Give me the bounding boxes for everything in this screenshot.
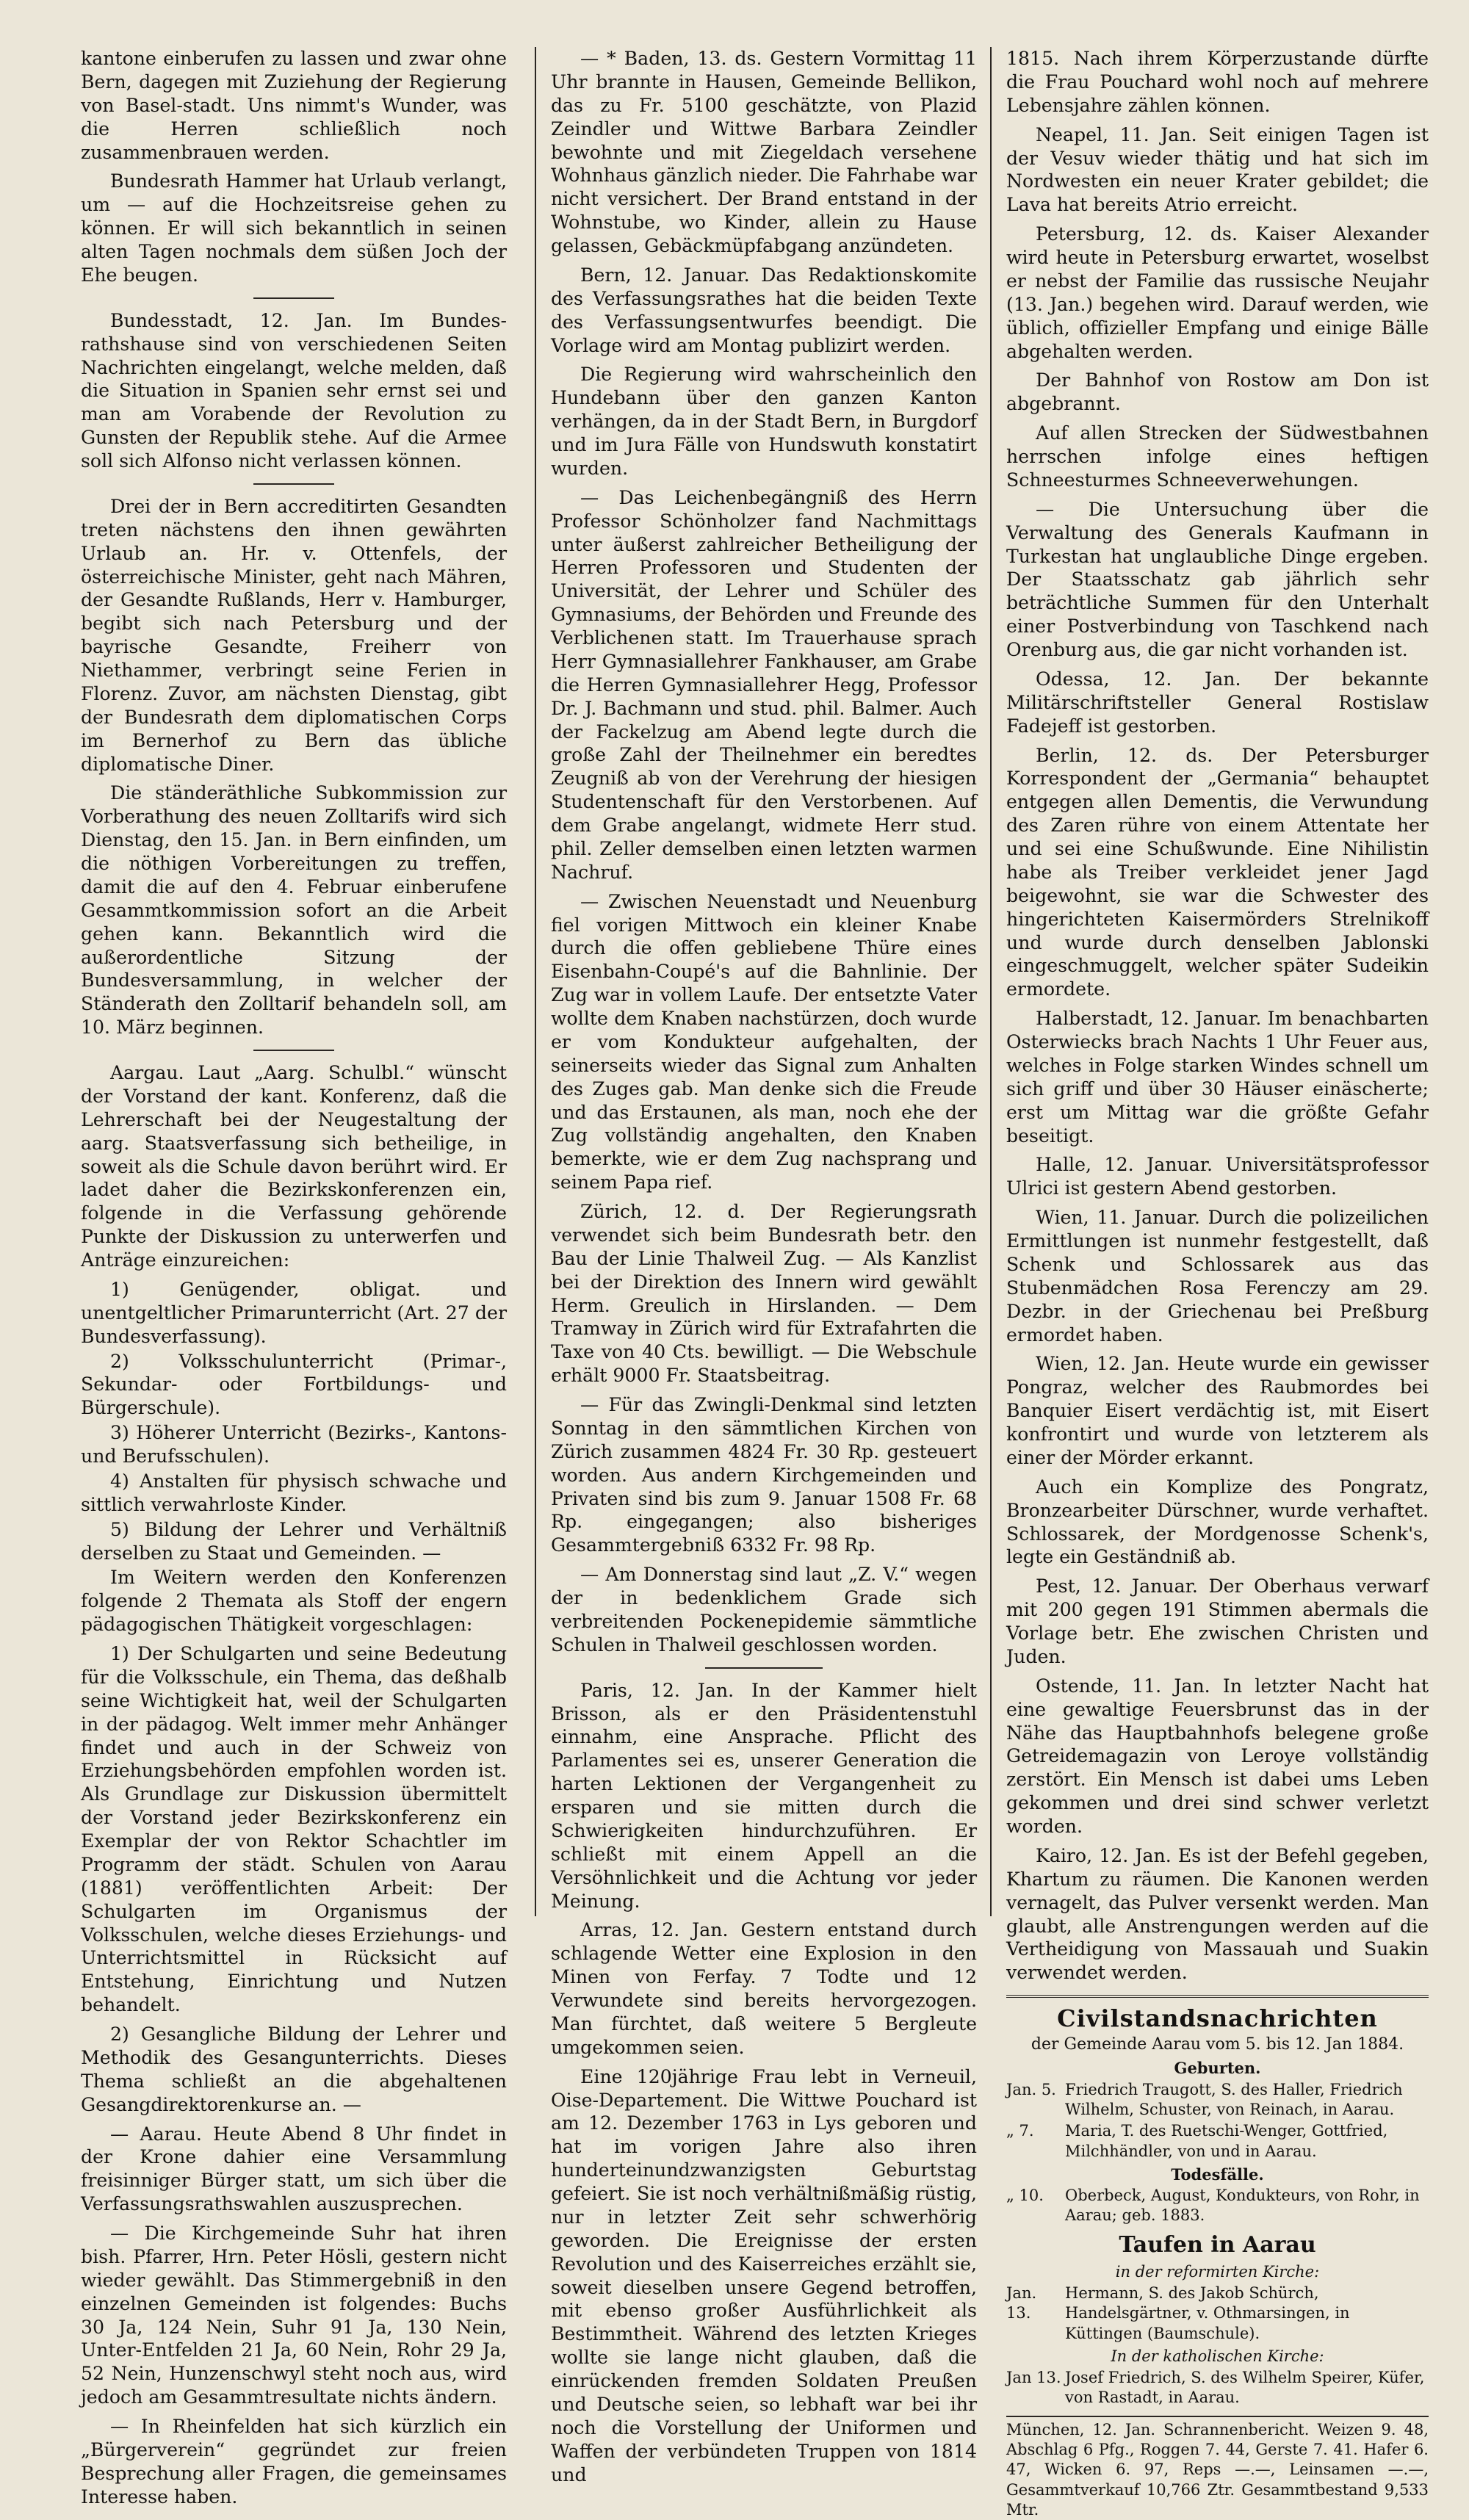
article-paragraph: Bundesstadt, 12. Jan. Im Bundes-rathshause sind von verschiedenen Seiten Nachrichten eingelangt, welche melden, daß die Situation in Spanien sehr ernst sei und man am Vorabende der Revolution zu Gunsten der Republik stehe. Auf die Armee soll sich Alfonso nicht verlassen können.	[81, 309, 507, 472]
entry-text: Hermann, S. des Jakob Schürch, Handelsgärtner, v. Othmarsingen, in Küttingen (Baumschule).	[1065, 2283, 1350, 2342]
entry-date: „ 10.	[1006, 2187, 1044, 2205]
article-paragraph: Berlin, 12. ds. Der Petersburger Korrespondent der „Germania“ behauptet entgegen allen Dementis, die Verwundung des Zaren rühre von einem Attentate her und sei eine Schußwunde. Eine Nihilistin habe als Treiber verkleidet jener Jagd beigewohnt, sie war die Schwester des hingerichteten Kaisermörders Strelnikoff und wurde durch denselben Jablonski eingeschmuggelt, welcher später Sudeikin ermordete.	[1006, 744, 1429, 1000]
newspaper-page	[81, 47, 1429, 2519]
civil-registry-title: Civilstandsnachrichten	[1057, 2004, 1378, 2033]
separator	[705, 1667, 823, 1669]
article-paragraph: 2) Gesangliche Bildung der Lehrer und Methodik des Gesangunterrichts. Dieses Thema schließt an die abgehaltenen Gesangdirektorenkurse an. —	[81, 2023, 507, 2115]
article-paragraph: — Die Kirchgemeinde Suhr hat ihren bish. Pfarrer, Hrn. Peter Hösli, gestern nicht wieder gewählt. Das Stimmergebniß in den einzelnen Gemeinden ist folgendes: Buchs 30 Ja, 124 Nein, Suhr 91 Ja, 130 Nein, Unter-Entfelden 21 Ja, 60 Nein, Rohr 29 Ja, 52 Nein, Hunzenschwyl steht noch aus, wird jedoch am Gesammtresultate nichts ändern.	[81, 2223, 507, 2408]
column-rule	[990, 47, 992, 1916]
civil-registry-subtitle: der Gemeinde Aarau vom 5. bis 12. Jan 1884.	[1031, 2035, 1404, 2054]
separator	[253, 297, 334, 299]
list-item: 3) Höherer Unterricht (Bezirks-, Kantons- und Berufsschulen).	[81, 1422, 507, 1467]
entry-date: Jan 13.	[1006, 2369, 1061, 2387]
article-paragraph: kantone einberufen zu lassen und zwar ohne Bern, dagegen mit Zuziehung der Regierung von Basel-stadt. Uns nimmt's Wunder, was die Herren schließlich noch zusammenbrauen werden.	[81, 48, 507, 163]
registry-entry	[1006, 2368, 1429, 2408]
article-paragraph: Aargau. Laut „Aarg. Schulbl.“ wünscht der Vorstand der kant. Konferenz, daß die Lehrerschaft bei der Neugestaltung der aarg. Staatsverfassung sich betheilige, in soweit als die Schule davon berührt wird. Er ladet daher die Bezirkskonferenzen ein, folgende in die Verfassung gehörende Punkte der Diskussion zu unterwerfen und Anträge einzureichen:	[81, 1062, 507, 1271]
list-item: 4) Anstalten für physisch schwache und sittlich verwahrloste Kinder.	[81, 1470, 507, 1515]
list-item: 5) Bildung der Lehrer und Verhältniß derselben zu Staat und Gemeinden. —	[81, 1518, 507, 1564]
article-paragraph: Auf allen Strecken der Südwestbahnen herrschen infolge eines heftigen Schneesturmes Schneeverwehungen.	[1006, 422, 1429, 491]
article-paragraph: Eine 120jährige Frau lebt in Verneuil, Oise-Departement. Die Wittwe Pouchard ist am 12. Dezember 1763 in Lys geboren und hat im vorigen Jahre also ihren hunderteinundzwanzigsten Geburtstag gefeiert. Sie ist noch verhältnißmäßig rüstig, nur in letzter Zeit sehr schwerhörig geworden. Die Ereignisse der ersten Revolution und des Kaiserreiches erzählt sie, soweit dieselben unsere Gegend betroffen, mit ebenso großer Ausführlichkeit als Bestimmtheit. Während des letzten Krieges wollte sie lange nicht glauben, daß die einrückenden fremden Soldaten Preußen und Deutsche seien, so lebhaft war bei ihr noch die Vorstellung der Uniformen und Waffen der verbündeten Truppen von 1814 und	[551, 2065, 977, 2485]
article-paragraph: Zürich, 12. d. Der Regierungsrath verwendet sich beim Bundesrath betr. den Bau der Linie Thalweil Zug. — Als Kanzlist bei der Direktion des Innern wird gewählt Herm. Greulich in Hirslanden. — Dem Tramway in Zürich wird für Extrafahrten die Taxe von 40 Cts. bewilligt. — Die Webschule erhält 9000 Fr. Staatsbeitrag.	[551, 1201, 977, 1387]
entry-text: Friedrich Traugott, S. des Haller, Friedrich Wilhelm, Schuster, von Reinach, in Aarau.	[1065, 2080, 1403, 2118]
article-paragraph: Ostende, 11. Jan. In letzter Nacht hat eine gewaltige Feuersbrunst das in der Nähe das Hauptbahnhofs belegene große Getreidemagazin von Leroye vollständig zerstört. Ein Mensch ist dabei ums Leben gekommen und drei sind schwer verletzt worden.	[1006, 1675, 1429, 1837]
separator	[253, 1050, 334, 1051]
article-paragraph: — Das Leichenbegängniß des Herrn Professor Schönholzer fand Nachmittags unter äußerst zahlreicher Betheiligung der Herren Professoren und Studenten der Universität, der Lehrer und Schüler des Gymnasiums, der Behörden und Freunde des Verblichenen statt. Im Trauerhause sprach Herr Gymnasiallehrer Fankhauser, am Grabe die Herren Gymnasiallehrer Hegg, Professor Dr. J. Bachmann und stud. phil. Balmer. Auch der Fackelzug am Abend legte durch die große Zahl der Theilnehmer ein beredtes Zeugniß ab von der Verehrung der hiesigen Studentenschaft für den Verstorbenen. Auf dem Grabe angelangt, widmete Herr stud. phil. Zeller demselben einen letzten warmen Nachruf.	[551, 486, 977, 883]
entry-text: Maria, T. des Ruetschi-Wenger, Gottfried, Milchhändler, von und in Aarau.	[1065, 2122, 1388, 2160]
article-paragraph: Odessa, 12. Jan. Der bekannte Militärschriftsteller General Rostislaw Fadejeff ist gestorben.	[1006, 668, 1429, 737]
separator	[253, 483, 334, 485]
registry-entry	[1006, 2121, 1429, 2162]
entry-date: „ 7.	[1006, 2122, 1034, 2140]
article-paragraph: Auch ein Komplize des Pongratz, Bronzearbeiter Dürschner, wurde verhaftet. Schlossarek, der Mordgenosse Schenk's, legte ein Geständniß ab.	[1006, 1476, 1429, 1568]
article-paragraph: Bern, 12. Januar. Das Redaktionskomite des Verfassungsrathes hat die beiden Texte des Verfassungsentwurfes beendigt. Die Vorlage wird am Montag publizirt werden.	[551, 264, 977, 356]
article-paragraph: 1815. Nach ihrem Körperzustande dürfte die Frau Pouchard wohl noch auf mehrere Lebensjahre zählen können.	[1006, 48, 1429, 116]
registry-entry	[1006, 2080, 1429, 2120]
article-paragraph: Kairo, 12. Jan. Es ist der Befehl gegeben, Khartum zu räumen. Die Kanonen werden vernagelt, das Pulver versenkt werden. Man glaubt, alle Anstrengungen werden auf die Vertheidigung von Massauah und Suakin verwendet werden.	[1006, 1844, 1429, 1984]
article-paragraph: Die Regierung wird wahrscheinlich den Hundebann über den ganzen Kanton verhängen, da in der Stadt Bern, in Burgdorf und im Jura Fälle von Hundswuth konstatirt wurden.	[551, 364, 977, 479]
article-paragraph: Im Weitern werden den Konferenzen folgende 2 Themata als Stoff der engern pädagogischen Thätigkeit vorgeschlagen:	[81, 1567, 507, 1636]
article-paragraph: Halle, 12. Januar. Universitätsprofessor Ulrici ist gestern Abend gestorben.	[1006, 1154, 1429, 1199]
civil-registry-box	[1006, 1995, 1429, 2520]
entry-text: Oberbeck, August, Kondukteurs, von Rohr, in Aarau; geb. 1883.	[1065, 2187, 1420, 2225]
entry-date: Jan. 13.	[1006, 2283, 1037, 2322]
entry-date: Jan. 5.	[1006, 2080, 1056, 2098]
article-paragraph: Neapel, 11. Jan. Seit einigen Tagen ist der Vesuv wieder thätig und hat sich im Nordwesten ein neuer Krater gebildet; die Lava hat bereits Atrio erreicht.	[1006, 123, 1429, 216]
article-paragraph: Paris, 12. Jan. In der Kammer hielt Brisson, als er den Präsidentenstuhl einnahm, eine Ansprache. Pflicht des Parlamentes sei es, unserer Generation die harten Lektionen der Vergangenheit zu ersparen und sie mitten durch die Schwierigkeiten hindurchzuführen. Er schließt mit einem Appell an die Versöhnlichkeit und die Achtung vor jeder Meinung.	[551, 1679, 977, 1912]
column-middle	[551, 47, 977, 2492]
catholic-heading: In der katholischen Kirche:	[1111, 2347, 1324, 2365]
article-paragraph: — * Baden, 13. ds. Gestern Vormittag 11 Uhr brannte in Hausen, Gemeinde Bellikon, das zu Fr. 5100 geschätzte, von Plazid Zeindler und Wittwe Barbara Zeindler bewohnte und mit Ziegeldach versehene Wohnhaus gänzlich nieder. Die Fahrhabe war nicht versichert. Der Brand entstand in der Wohnstube, wo Kinder, allein zu Hause gelassen, Gebäckmüpfabgang anzündeten.	[551, 48, 977, 256]
article-paragraph: Petersburg, 12. ds. Kaiser Alexander wird heute in Petersburg erwartet, woselbst er nebst der Familie das russische Neujahr (13. Jan.) begehen wird. Darauf werden, wie üblich, offizieller Empfang und einige Bälle abgehalten werden.	[1006, 223, 1429, 362]
article-paragraph: Wien, 12. Jan. Heute wurde ein gewisser Pongraz, welcher des Raubmordes bei Banquier Eisert verdächtig ist, mit Eisert konfrontirt und wurde von letzterem als einer der Mörder erkannt.	[1006, 1353, 1429, 1468]
reformed-heading: in der reformirten Kirche:	[1115, 2262, 1320, 2281]
article-paragraph: Halberstadt, 12. Januar. Im benachbarten Osterwiecks brach Nachts 1 Uhr Feuer aus, welches in Folge starken Windes schnell um sich griff und über 30 Häuser einäscherte; erst um Mittag war die größte Gefahr beseitigt.	[1006, 1008, 1429, 1147]
registry-entry	[1006, 2283, 1429, 2344]
entry-text: Josef Friedrich, S. des Wilhelm Speirer, Küfer, von Rastadt, in Aarau.	[1065, 2369, 1425, 2407]
article-paragraph: — Für das Zwingli-Denkmal sind letzten Sonntag in den sämmtlichen Kirchen von Zürich zusammen 4824 Fr. 30 Rp. gesteuert worden. Aus andern Kirchgemeinden und Privaten sind bis zum 9. Januar 1508 Fr. 68 Rp. eingegangen; also bisheriges Gesammtergebniß 6332 Fr. 98 Rp.	[551, 1394, 977, 1556]
list-item: 2) Volksschulunterricht (Primar-, Sekundar- oder Fortbildungs- und Bürgerschule).	[81, 1350, 507, 1419]
article-paragraph: — Die Untersuchung über die Verwaltung des Generals Kaufmann in Turkestan hat unglaubliche Dinge ergeben. Der Staatsschatz gab jährlich sehr beträchtliche Summen für den Unterhalt einer Postverbindung von Taschkend nach Orenburg aus, die gar nicht vorhanden ist.	[1006, 498, 1429, 660]
list-item: 1) Genügender, obligat. und unentgeltlicher Primarunterricht (Art. 27 der Bundesverfassung).	[81, 1278, 507, 1347]
registry-entry	[1006, 2186, 1429, 2226]
article-paragraph: — Am Donnerstag sind laut „Z. V.“ wegen der in bedenklichem Grade sich verbreitenden Pockenepidemie sämmtliche Schulen in Thalweil geschlossen worden.	[551, 1564, 977, 1656]
column-right	[1006, 47, 1429, 2520]
article-paragraph: — In Rheinfelden hat sich kürzlich ein „Bürgerverein“ gegründet zur freien Besprechung aller Fragen, die gemeinsames Interesse haben.	[81, 2416, 507, 2508]
market-report: München, 12. Jan. Schrannenbericht. Weizen 9. 48, Abschlag 6 Pfg., Roggen 7. 44, Gerste 7. 41. Hafer 6. 47, Wicken 6. 97, Reps —.—, Leinsamen —.—, Gesammtverkauf 10,766 Ztr. Gesammtbestand 9,533 Mtr.	[1006, 2416, 1429, 2520]
article-paragraph: — Aarau. Heute Abend 8 Uhr findet in der Krone dahier eine Versammlung freisinniger Bürger statt, um sich über die Verfassungsrathswahlen auszusprechen.	[81, 2123, 507, 2215]
article-paragraph: Pest, 12. Januar. Der Oberhaus verwarf mit 200 gegen 191 Stimmen abermals die Vorlage betr. Ehe zwischen Christen und Juden.	[1006, 1575, 1429, 1667]
article-paragraph: Arras, 12. Jan. Gestern entstand durch schlagende Wetter eine Explosion in den Minen von Ferfay. 7 Todte und 12 Verwundete sind bereits hervorgezogen. Man fürchtet, daß weitere 5 Bergleute umgekommen seien.	[551, 1919, 977, 2058]
column-left	[81, 47, 507, 2515]
article-paragraph: Der Bahnhof von Rostow am Don ist abgebrannt.	[1006, 369, 1429, 415]
article-paragraph: Die ständeräthliche Subkommission zur Vorberathung des neuen Zolltarifs wird sich Dienstag, den 15. Jan. in Bern einfinden, um die nöthigen Vorbereitungen zu treffen, damit die auf den 4. Februar einberufene Gesammtkommission sofort an die Arbeit gehen kann. Bekanntlich wird die außerordentliche Sitzung der Bundesversammlung, in welcher der Ständerath den Zolltarif behandeln soll, am 10. März beginnen.	[81, 782, 507, 1039]
baptisms-heading: Taufen in Aarau	[1119, 2231, 1316, 2258]
births-heading: Geburten.	[1174, 2059, 1261, 2078]
article-paragraph: Drei der in Bern accreditirten Gesandten treten nächstens den ihnen gewährten Urlaub an. Hr. v. Ottenfels, der österreichische Minister, geht nach Mähren, der Gesandte Rußlands, Herr v. Hamburger, begibt sich nach Petersburg und der bayrische Gesandte, Freiherr von Niethammer, verbringt seine Ferien in Florenz. Zuvor, am nächsten Dienstag, gibt der Bundesrath dem diplomatischen Corps im Bernerhof zu Bern das übliche diplomatische Diner.	[81, 495, 507, 775]
article-paragraph: 1) Der Schulgarten und seine Bedeutung für die Volksschule, ein Thema, das deßhalb seine Wichtigkeit hat, weil der Schulgarten in der pädagog. Welt immer mehr Anhänger findet und auch in der Schweiz von Erziehungsbehörden empfohlen worden ist. Als Grundlage zur Diskussion übermittelt der Vorstand jeder Bezirkskonferenz ein Exemplar der von Rektor Schachtler im Programm der städt. Schulen von Aarau (1881) veröffentlichten Arbeit: Der Schulgarten im Organismus der Volksschulen, welche dieses Erziehungs- und Unterrichtsmittel in Rücksicht auf Entstehung, Einrichtung und Nutzen behandelt.	[81, 1643, 507, 2016]
article-paragraph: Wien, 11. Januar. Durch die polizeilichen Ermittlungen ist nunmehr festgestellt, daß Schenk und Schlossarek aus das Stubenmädchen Rosa Ferenczy am 29. Dezbr. in der Griechenau bei Preßburg ermordet haben.	[1006, 1207, 1429, 1346]
column-rule	[535, 47, 536, 1916]
deaths-heading: Todesfälle.	[1171, 2165, 1264, 2184]
article-paragraph: Bundesrath Hammer hat Urlaub verlangt, um — auf die Hochzeitsreise gehen zu können. Er will sich bekanntlich in seinen alten Tagen nochmals dem süßen Joch der Ehe beugen.	[81, 170, 507, 286]
article-paragraph: — Zwischen Neuenstadt und Neuenburg fiel vorigen Mittwoch ein kleiner Knabe durch die offen gebliebene Thüre eines Eisenbahn-Coupé's auf die Bahnlinie. Der Zug war in vollem Laufe. Der entsetzte Vater wollte dem Knaben nachstürzen, doch wurde er vom Kondukteur aufgehalten, der seinerseits wieder das Signal zum Anhalten des Zuges gab. Man denke sich die Freude und das Erstaunen, als man, noch ehe der Zug vollständig angehalten, den Knaben bemerkte, wie er dem Zug nachsprang und seinem Papa rief.	[551, 890, 977, 1194]
